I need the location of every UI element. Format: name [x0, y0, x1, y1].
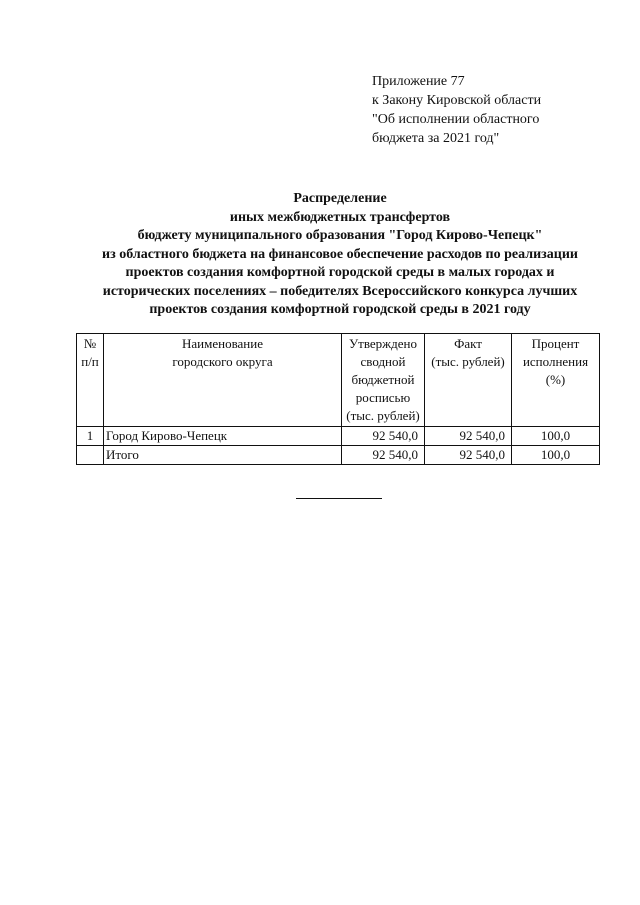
header-number	[77, 334, 104, 427]
cell-fact: 92 540,0	[425, 427, 512, 446]
header-text: п/п	[81, 354, 99, 369]
header-text: Факт	[454, 336, 482, 351]
cell-number: 1	[77, 427, 104, 446]
title-line: исторических поселениях – победителях Всероссийского конкурса лучших	[102, 283, 578, 299]
header-text: городского округа	[172, 354, 273, 369]
transfers-table	[76, 333, 600, 465]
header-text: (тыс. рублей)	[346, 408, 420, 423]
header-text: Процент	[531, 336, 580, 351]
header-approved	[342, 334, 425, 427]
header-text: исполнения	[522, 354, 589, 369]
title-line: из областного бюджета на финансовое обеспечение расходов по реализации	[102, 246, 578, 262]
title-line: проектов создания комфортной городской среды в 2021 году	[149, 302, 531, 317]
title-line: иных межбюджетных трансфертов	[229, 209, 451, 225]
table-row	[77, 427, 600, 446]
cell-fact: 92 540,0	[425, 446, 512, 465]
header-text: №	[83, 336, 97, 351]
appendix-line: "Об исполнении областного	[372, 112, 540, 127]
header-percent	[512, 334, 600, 427]
appendix-header	[372, 72, 622, 148]
header-text: (тыс. рублей)	[431, 354, 505, 369]
cell-name: Город Кирово-Чепецк	[104, 427, 342, 446]
appendix-line: бюджета за 2021 год"	[372, 131, 500, 146]
cell-name: Итого	[104, 446, 342, 465]
cell-percent: 100,0	[512, 446, 600, 465]
cell-percent: 100,0	[512, 427, 600, 446]
document-title	[40, 190, 640, 320]
cell-approved: 92 540,0	[342, 446, 425, 465]
title-line: Распределение	[293, 191, 387, 206]
header-name	[104, 334, 342, 427]
cell-number	[77, 446, 104, 465]
appendix-line: Приложение 77	[372, 74, 465, 89]
header-text: Наименование	[182, 336, 263, 351]
header-text: сводной	[360, 354, 406, 369]
header-text: (%)	[545, 372, 566, 387]
header-text: росписью	[355, 390, 411, 405]
appendix-line: к Закону Кировской области	[372, 93, 542, 108]
cell-approved: 92 540,0	[342, 427, 425, 446]
closing-divider	[296, 498, 382, 499]
header-fact	[425, 334, 512, 427]
title-line: проектов создания комфортной городской среды в малых городах и	[125, 265, 555, 280]
table-header-row	[77, 334, 600, 427]
title-line: бюджету муниципального образования "Город Кирово-Чепецк"	[137, 228, 543, 243]
header-text: бюджетной	[351, 372, 415, 387]
table-total-row	[77, 446, 600, 465]
header-text: Утверждено	[348, 336, 418, 351]
